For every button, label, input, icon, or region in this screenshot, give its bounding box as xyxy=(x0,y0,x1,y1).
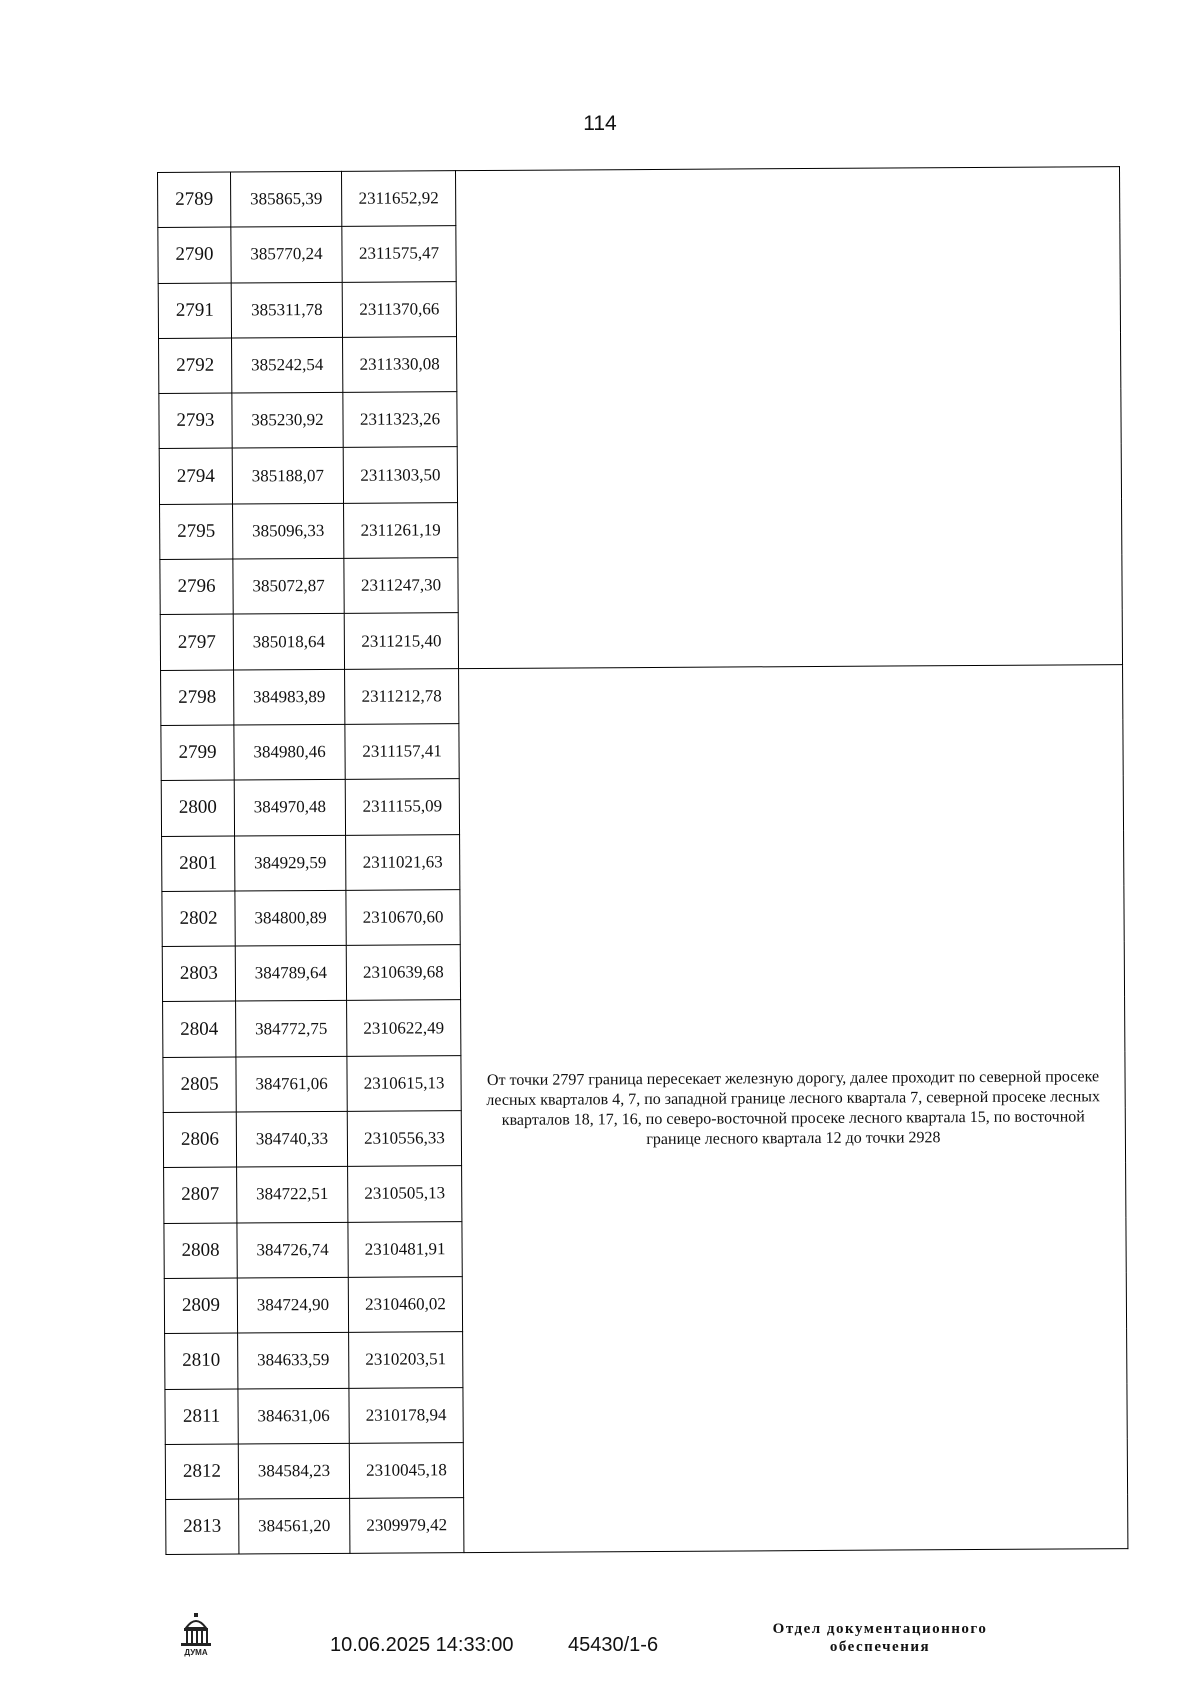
point-number-cell: 2801 xyxy=(162,836,235,892)
x-coordinate-cell: 385188,07 xyxy=(232,448,343,504)
point-number-cell: 2797 xyxy=(160,614,233,670)
y-coordinate-cell: 2310178,94 xyxy=(349,1387,463,1443)
y-coordinate-cell: 2311370,66 xyxy=(342,281,456,337)
x-coordinate-cell: 384724,90 xyxy=(237,1277,348,1333)
y-coordinate-cell: 2311330,08 xyxy=(343,337,457,393)
y-coordinate-cell: 2311323,26 xyxy=(343,392,457,448)
y-coordinate-cell: 2309979,42 xyxy=(350,1498,464,1554)
point-number-cell: 2790 xyxy=(158,227,231,283)
x-coordinate-cell: 384929,59 xyxy=(235,835,346,891)
x-coordinate-cell: 384584,23 xyxy=(238,1443,349,1499)
footer-department xyxy=(730,1620,1030,1656)
coordinates-table xyxy=(157,166,1128,1555)
point-number-cell: 2808 xyxy=(164,1223,237,1279)
y-coordinate-cell: 2311575,47 xyxy=(342,226,456,282)
y-coordinate-cell: 2311215,40 xyxy=(344,613,458,669)
duma-logo-text: ДУМА xyxy=(184,1648,208,1657)
x-coordinate-cell: 384633,59 xyxy=(238,1333,349,1389)
y-coordinate-cell: 2310639,68 xyxy=(346,945,460,1001)
point-number-cell: 2802 xyxy=(162,891,235,947)
y-coordinate-cell: 2310481,91 xyxy=(348,1221,462,1277)
duma-emblem-icon xyxy=(176,1612,216,1658)
table-row xyxy=(161,664,1123,725)
y-coordinate-cell: 2311247,30 xyxy=(344,558,458,614)
point-number-cell: 2796 xyxy=(160,559,233,615)
x-coordinate-cell: 385018,64 xyxy=(233,614,344,670)
x-coordinate-cell: 384740,33 xyxy=(236,1111,347,1167)
x-coordinate-cell: 384970,48 xyxy=(234,780,345,836)
point-number-cell: 2795 xyxy=(160,504,233,560)
point-number-cell: 2806 xyxy=(163,1112,236,1168)
y-coordinate-cell: 2311303,50 xyxy=(343,447,457,503)
x-coordinate-cell: 385242,54 xyxy=(232,337,343,393)
y-coordinate-cell: 2310203,51 xyxy=(349,1332,463,1388)
x-coordinate-cell: 385072,87 xyxy=(233,558,344,614)
x-coordinate-cell: 385230,92 xyxy=(232,393,343,449)
point-number-cell: 2800 xyxy=(161,780,234,836)
point-number-cell: 2794 xyxy=(159,449,232,505)
point-number-cell: 2813 xyxy=(166,1499,239,1555)
point-number-cell: 2793 xyxy=(159,393,232,449)
x-coordinate-cell: 384726,74 xyxy=(237,1222,348,1278)
point-number-cell: 2789 xyxy=(158,172,231,228)
x-coordinate-cell: 385096,33 xyxy=(233,503,344,559)
point-number-cell: 2798 xyxy=(161,670,234,726)
x-coordinate-cell: 385770,24 xyxy=(231,227,342,283)
y-coordinate-cell: 2311157,41 xyxy=(345,724,459,780)
y-coordinate-cell: 2311652,92 xyxy=(341,171,455,227)
y-coordinate-cell: 2310615,13 xyxy=(347,1055,461,1111)
y-coordinate-cell: 2311155,09 xyxy=(345,779,459,835)
footer-datetime: 10.06.2025 14:33:00 xyxy=(330,1634,514,1656)
table-row xyxy=(158,167,1120,228)
point-number-cell: 2792 xyxy=(159,338,232,394)
y-coordinate-cell: 2311261,19 xyxy=(344,502,458,558)
x-coordinate-cell: 384983,89 xyxy=(234,669,345,725)
point-number-cell: 2799 xyxy=(161,725,234,781)
x-coordinate-cell: 384761,06 xyxy=(236,1056,347,1112)
page-number: 114 xyxy=(583,112,617,135)
x-coordinate-cell: 384772,75 xyxy=(236,1001,347,1057)
boundary-description-cell xyxy=(455,167,1122,669)
point-number-cell: 2805 xyxy=(163,1057,236,1113)
point-number-cell: 2804 xyxy=(163,1001,236,1057)
y-coordinate-cell: 2311212,78 xyxy=(345,668,459,724)
point-number-cell: 2807 xyxy=(164,1167,237,1223)
y-coordinate-cell: 2310505,13 xyxy=(348,1166,462,1222)
footer-document-number: 45430/1-6 xyxy=(568,1634,659,1656)
x-coordinate-cell: 384980,46 xyxy=(234,724,345,780)
point-number-cell: 2812 xyxy=(165,1444,238,1500)
department-line-2: обеспечения xyxy=(829,1639,931,1655)
y-coordinate-cell: 2310622,49 xyxy=(347,1000,461,1056)
y-coordinate-cell: 2310460,02 xyxy=(348,1277,462,1333)
x-coordinate-cell: 385865,39 xyxy=(231,171,342,227)
point-number-cell: 2791 xyxy=(158,283,231,339)
x-coordinate-cell: 384800,89 xyxy=(235,890,346,946)
point-number-cell: 2811 xyxy=(165,1389,238,1445)
x-coordinate-cell: 384722,51 xyxy=(237,1167,348,1223)
x-coordinate-cell: 384631,06 xyxy=(238,1388,349,1444)
x-coordinate-cell: 384789,64 xyxy=(235,946,346,1002)
department-line-1: Отдел документационного xyxy=(772,1621,988,1637)
boundary-description-cell: От точки 2797 граница пересекает железную дорогу, далее проходит по северной просеке лесных кварталов 4, 7, по западной границе лесного квартала 7, северной просеке лесных кварталов 18, 17, 16, по северо-восточной просеке лесного квартала 15, по восточной границе лесного квартала 12 до точки 2928 xyxy=(459,664,1128,1553)
point-number-cell: 2809 xyxy=(164,1278,237,1334)
y-coordinate-cell: 2311021,63 xyxy=(346,834,460,890)
point-number-cell: 2810 xyxy=(165,1333,238,1389)
point-number-cell: 2803 xyxy=(162,946,235,1002)
x-coordinate-cell: 384561,20 xyxy=(239,1498,350,1554)
y-coordinate-cell: 2310670,60 xyxy=(346,890,460,946)
y-coordinate-cell: 2310045,18 xyxy=(349,1442,463,1498)
y-coordinate-cell: 2310556,33 xyxy=(347,1111,461,1167)
x-coordinate-cell: 385311,78 xyxy=(231,282,342,338)
